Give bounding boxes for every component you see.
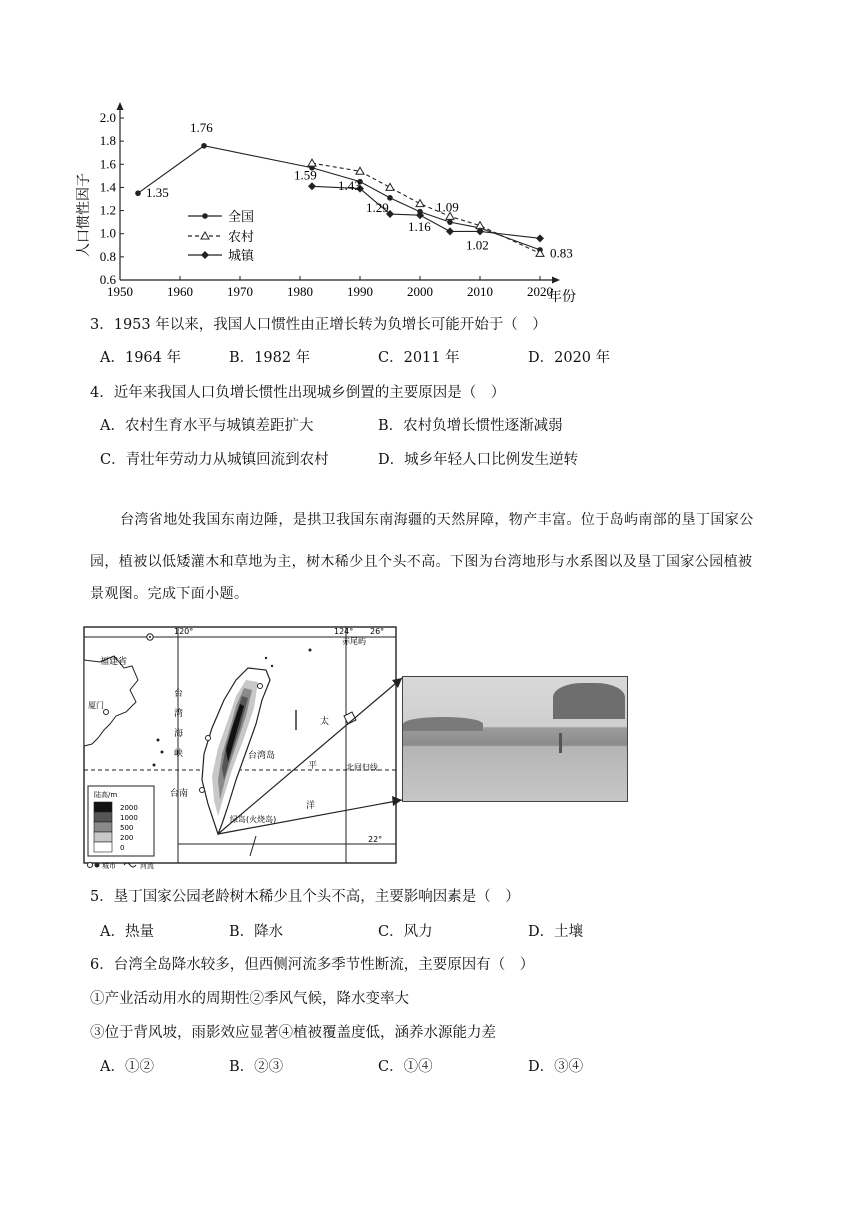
y-axis-label: 人口惯性因子: [77, 173, 92, 257]
series-point: [416, 200, 424, 207]
x-axis-label: 年份: [548, 290, 576, 305]
series-point: [201, 143, 207, 149]
q4-option-a[interactable]: A．农村生育水平与城镇差距扩大: [100, 418, 314, 434]
y-tick-label: 1.8: [99, 133, 116, 149]
strait-char-4: 峡: [174, 749, 184, 759]
pacific-char-1: 太: [320, 717, 330, 727]
strait-char-2: 湾: [174, 709, 184, 719]
latitude-22: 22°: [368, 835, 383, 844]
q6-option-d[interactable]: D．③④: [528, 1059, 584, 1075]
data-label: 1.43: [338, 177, 361, 193]
y-tick-label: 1.2: [99, 202, 116, 218]
series-point: [536, 234, 544, 242]
x-tick-label: 1960: [167, 284, 193, 299]
taiwan-island-label: 台湾岛: [248, 751, 276, 761]
data-label: 1.59: [294, 167, 317, 183]
q4-option-b[interactable]: B．农村负增长惯性逐渐减弱: [378, 418, 563, 434]
pacific-char-3: 洋: [306, 801, 316, 811]
population-inertia-chart: [70, 100, 590, 312]
legend-swatch: [94, 812, 112, 822]
legend-swatch: [94, 822, 112, 832]
x-tick-label: 1980: [287, 284, 313, 299]
chart-legend: [188, 209, 255, 263]
q6-option-c[interactable]: C．①④: [378, 1059, 433, 1075]
legend-level-label: 0: [120, 844, 125, 852]
data-label: 1.16: [408, 219, 431, 235]
data-label: 1.09: [436, 199, 459, 215]
x-tick-label: 2000: [407, 284, 433, 299]
legend-urban: 城镇: [228, 248, 255, 263]
y-tick-label: 0.6: [99, 272, 116, 287]
q3-option-d[interactable]: D．2020 年: [528, 350, 611, 366]
question-3-stem: 3．1953 年以来，我国人口惯性由正增长转为负增长可能开始于（ ）: [90, 317, 547, 333]
kenting-vegetation-photo: [402, 676, 628, 802]
x-tick-label: 2010: [467, 284, 493, 299]
q4-option-c[interactable]: C．青壮年劳动力从城镇回流到农村: [100, 452, 329, 468]
q6-option-b[interactable]: B．②③: [229, 1059, 284, 1075]
q5-option-a[interactable]: A．热量: [100, 924, 154, 940]
strait-char-1: 台: [174, 689, 184, 699]
passage-line-3: 景观图。完成下面小题。: [90, 586, 249, 602]
y-axis-arrow: [117, 102, 124, 110]
x-tick-label: 1990: [347, 284, 373, 299]
x-tick-label: 1950: [107, 284, 133, 299]
series-point: [386, 183, 394, 190]
legend-level-label: 2000: [120, 804, 138, 812]
y-tick-label: 1.6: [99, 156, 116, 172]
legend-level-label: 1000: [120, 814, 138, 822]
legend-national: 全国: [228, 209, 255, 224]
data-label: 1.35: [146, 185, 169, 201]
data-label: 1.29: [366, 200, 389, 216]
series-point: [446, 227, 454, 235]
legend-swatch: [94, 802, 112, 812]
question-6-stem: 6．台湾全岛降水较多，但西侧河流多季节性断流，主要原因有（ ）: [90, 957, 535, 973]
longitude-124: 124°: [334, 627, 354, 636]
chiwei-island-label: 赤尾屿: [342, 637, 366, 646]
legend-level-label: 200: [120, 834, 134, 842]
legend-elevation-title: 陆高/m: [94, 791, 118, 799]
x-tick-label: 1970: [227, 284, 253, 299]
q6-option-a[interactable]: A．①②: [100, 1059, 154, 1075]
q3-option-a[interactable]: A．1964 年: [100, 350, 181, 366]
legend-city-label: 城市: [102, 862, 116, 870]
fujian-label: 福建省: [100, 657, 128, 667]
legend-swatch: [94, 832, 112, 842]
longitude-120: 120°: [174, 627, 194, 636]
q5-option-b[interactable]: B．降水: [229, 924, 284, 940]
series-point: [135, 190, 141, 196]
passage-line-2: 园，植被以低矮灌木和草地为主，树木稀少且个头不高。下图为台湾地形与水系图以及垦丁国家公园植被: [90, 554, 753, 570]
q3-option-b[interactable]: B．1982 年: [229, 350, 311, 366]
series-line-1: [312, 163, 540, 253]
data-label: 1.76: [190, 119, 213, 135]
data-label: 1.02: [466, 237, 489, 253]
strait-char-3: 海: [174, 729, 184, 739]
tropic-of-cancer-label: 北回归线: [346, 763, 378, 772]
series-point: [536, 249, 544, 256]
xiamen-label: 厦门: [88, 701, 104, 710]
q3-option-c[interactable]: C．2011 年: [378, 350, 460, 366]
q5-option-c[interactable]: C．风力: [378, 924, 433, 940]
legend-river-label: 河流: [140, 862, 154, 870]
legend-level-label: 500: [120, 824, 134, 832]
series-point: [308, 182, 316, 190]
latitude-26: 26°: [370, 627, 385, 636]
passage-line-1: 台湾省地处我国东南边陲，是拱卫我国东南海疆的天然屏障，物产丰富。位于岛屿南部的垦丁国家公: [120, 512, 754, 528]
q4-option-d[interactable]: D．城乡年轻人口比例发生逆转: [378, 452, 579, 468]
q5-option-d[interactable]: D．土壤: [528, 924, 584, 940]
q6-statement-1: ①产业活动用水的周期性②季风气候，降水变率大: [90, 991, 409, 1007]
y-tick-label: 0.8: [99, 248, 116, 264]
tainan-label: 台南: [170, 789, 189, 799]
series-point: [447, 219, 453, 225]
series-point: [308, 159, 316, 166]
x-tick-label: 2020: [527, 284, 553, 299]
q6-statement-2: ③位于背风坡，雨影效应显著④植被覆盖度低，涵养水源能力差: [90, 1025, 496, 1041]
y-tick-label: 2.0: [99, 110, 116, 125]
data-label: 0.83: [550, 245, 573, 261]
legend-swatch: [94, 842, 112, 852]
question-4-stem: 4．近年来我国人口负增长惯性出现城乡倒置的主要原因是（ ）: [90, 385, 506, 401]
legend-rural: 农村: [228, 229, 255, 244]
x-axis-arrow: [552, 277, 560, 284]
lvdao-label: 绿岛(火烧岛): [230, 815, 277, 824]
question-5-stem: 5．垦丁国家公园老龄树木稀少且个头不高，主要影响因素是（ ）: [90, 889, 520, 905]
y-tick-label: 1.0: [99, 225, 116, 241]
y-tick-label: 1.4: [99, 179, 116, 195]
pacific-char-2: 平: [308, 761, 318, 771]
